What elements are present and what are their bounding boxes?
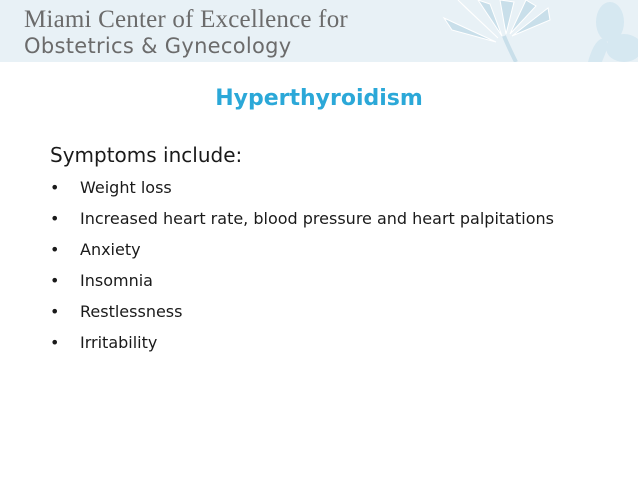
- symptom-text: Insomnia: [80, 271, 153, 290]
- bullet-icon: •: [50, 178, 60, 197]
- symptoms-lead: Symptoms include:: [50, 143, 243, 167]
- symptom-text: Irritability: [80, 333, 158, 352]
- bullet-icon: •: [50, 240, 60, 259]
- symptom-text: Anxiety: [80, 240, 141, 259]
- list-item: [50, 301, 570, 323]
- bullet-icon: •: [50, 302, 60, 321]
- symptom-list: [50, 177, 570, 354]
- symptom-text: Increased heart rate, blood pressure and heart palpitations: [80, 209, 554, 228]
- palm-tree-icon: [438, 0, 638, 62]
- bullet-icon: •: [50, 209, 60, 228]
- list-item: [50, 177, 570, 199]
- list-item: [50, 270, 570, 292]
- header-band: [0, 0, 638, 62]
- bullet-icon: •: [50, 271, 60, 290]
- brand-name-line1: Miami Center of Excellence for: [24, 6, 348, 33]
- brand-name-line2: Obstetrics & Gynecology: [24, 34, 292, 58]
- symptom-text: Weight loss: [80, 178, 172, 197]
- list-item: [50, 332, 570, 354]
- slide-content: [50, 143, 570, 363]
- list-item: [50, 239, 570, 261]
- list-item: [50, 208, 570, 230]
- symptom-text: Restlessness: [80, 302, 183, 321]
- slide-title: Hyperthyroidism: [215, 86, 423, 111]
- bullet-icon: •: [50, 333, 60, 352]
